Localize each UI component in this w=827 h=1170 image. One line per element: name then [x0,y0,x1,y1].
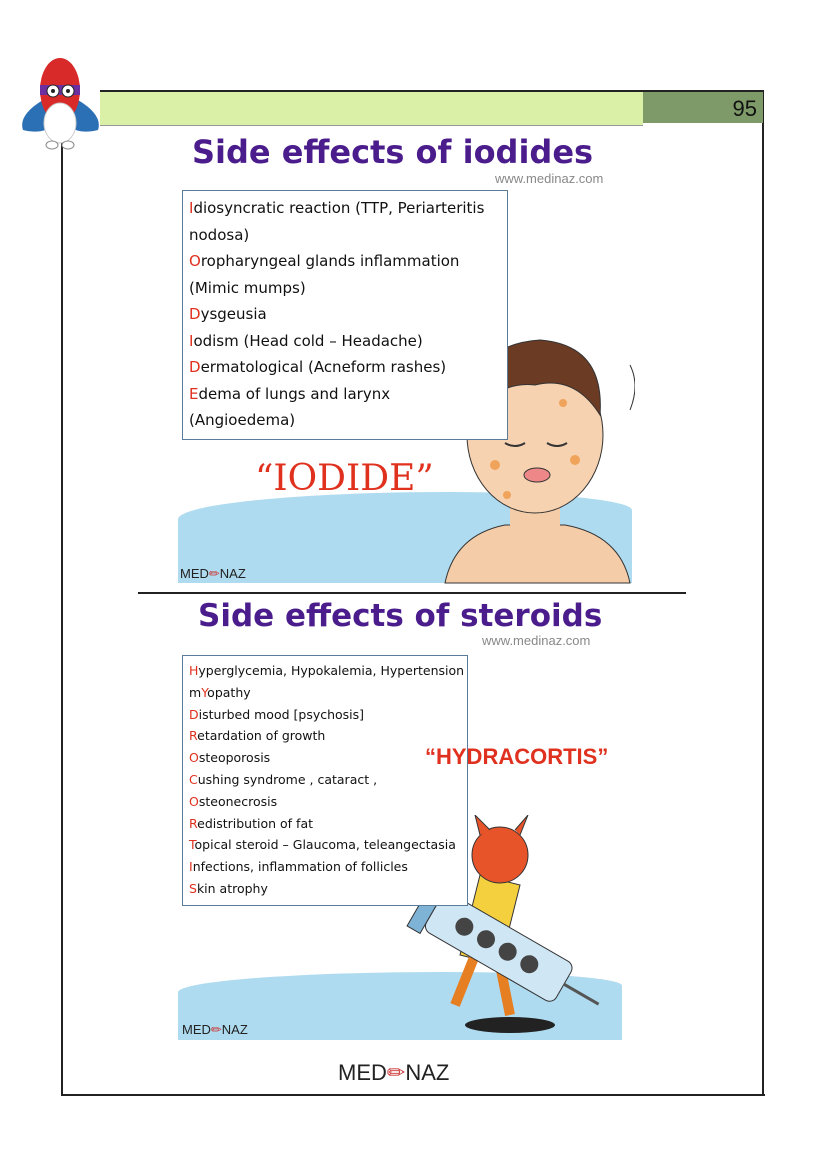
section1-mnemonic: “IODIDE” [255,458,434,499]
list-item: Osteoporosis [189,750,271,766]
footer-logo: MED✏NAZ [338,1060,450,1085]
list-item: Cushing syndrome , cataract , [189,771,378,787]
list-item: Retardation of growth [189,728,326,744]
section1-list [182,190,508,440]
list-item: Skin atrophy [189,880,268,896]
section2-list [182,655,468,906]
page-border-left [61,123,63,1096]
list-item: Idiosyncratic reaction (TTP, Periarteritis [189,199,485,217]
list-item: Topical steroid – Glaucoma, teleangectasia [189,837,456,853]
list-item: Infections, inflammation of follicles [189,859,408,875]
list-item: mYopathy [189,684,251,700]
list-item: Edema of lungs and larynx [189,384,391,403]
list-item: (Mimic mumps) [189,278,306,297]
list-item: nodosa) [189,225,250,244]
list-item: Oropharyngeal glands inflammation [189,252,460,270]
list-item: Disturbed mood [psychosis] [189,706,365,722]
section1-logo: MED✏NAZ [180,566,246,581]
page-border-bottom [61,1094,765,1096]
list-item: Redistribution of fat [189,815,314,831]
section-divider [138,592,686,594]
section2-mnemonic: “HYDRACORTIS” [425,744,609,769]
page-border-right [762,90,764,1096]
header-bar [100,90,643,126]
list-item: Hyperglycemia, Hypokalemia, Hypertension [189,663,465,678]
mascot-icon [18,55,103,153]
section1-title: Side effects of iodides [192,133,594,171]
list-item: Iodism (Head cold – Headache) [189,331,423,350]
list-item: Dermatological (Acneform rashes) [189,358,447,376]
page-number: 95 [643,90,763,123]
section2-website: www.medinaz.com [482,633,591,648]
list-item: Osteonecrosis [189,793,278,809]
list-item: Dysgeusia [189,305,267,323]
section2-title: Side effects of steroids [198,598,603,634]
section1-website: www.medinaz.com [495,171,604,186]
section2-logo: MED✏NAZ [182,1022,248,1037]
list-item: (Angioedema) [189,411,296,429]
